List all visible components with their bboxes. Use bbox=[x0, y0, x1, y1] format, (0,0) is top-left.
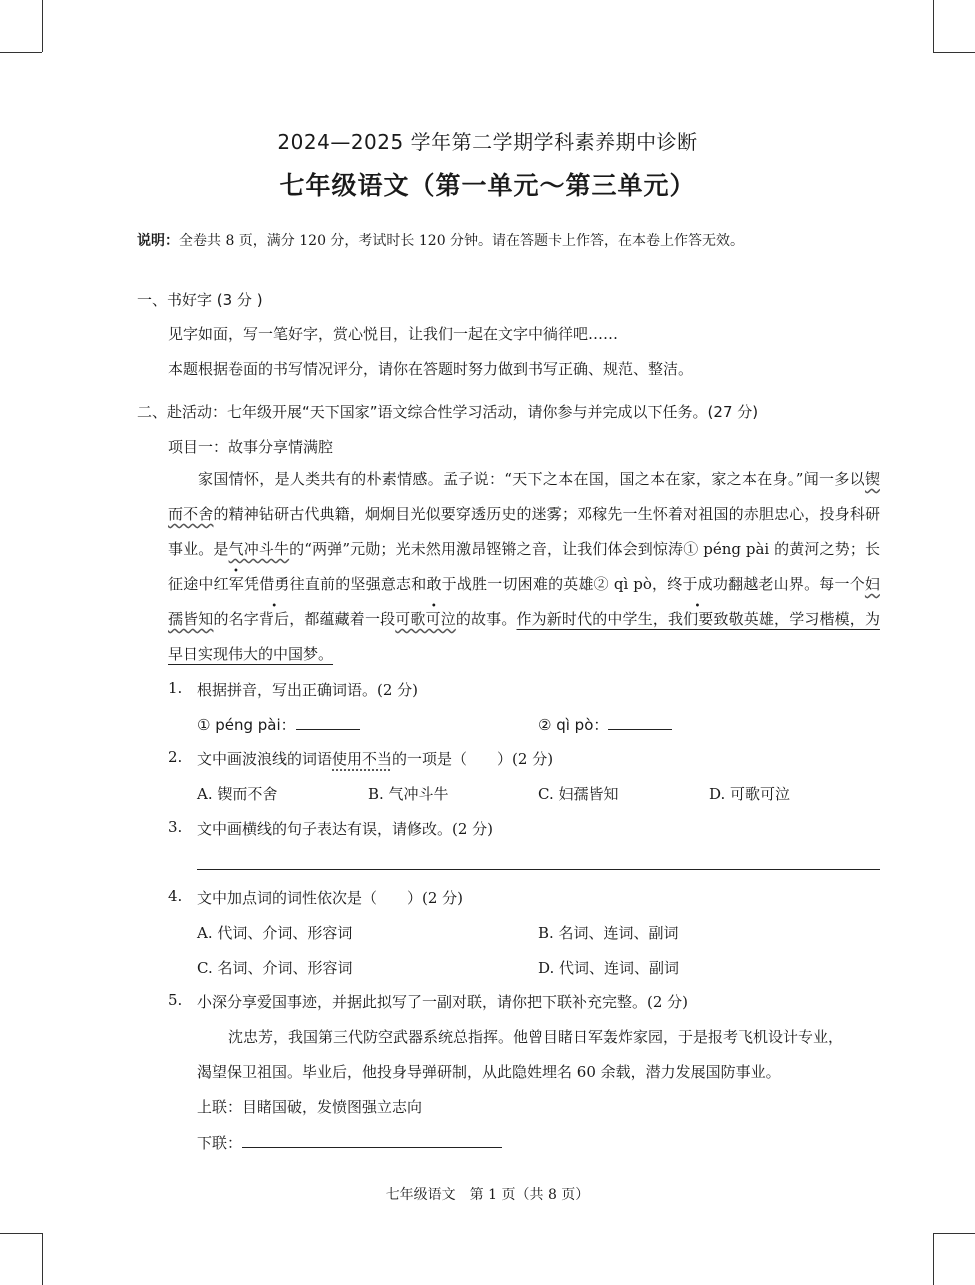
passage-text: 勇往直前的坚强意志 bbox=[274, 575, 412, 593]
q5-lower-label: 下联： bbox=[197, 1134, 243, 1152]
wavy-word-4: 可歌可泣 bbox=[395, 610, 456, 628]
q2-option-c: C. 妇孺皆知 bbox=[538, 785, 619, 803]
underlined-sentence: 作为新时代的中学生，我们要致敬英雄，学习楷模，为早日实现伟大的中国梦。 bbox=[168, 610, 880, 663]
passage-text: 的精神钻研古代典籍，炯炯目光似要穿透历史的迷雾；邓稼先一生怀着对祖国的赤胆忠心，投身科研事业。 bbox=[168, 505, 880, 558]
q4-option-b: B. 名词、连词、副词 bbox=[538, 924, 679, 942]
crop-mark-br-h bbox=[933, 1233, 975, 1234]
crop-mark-tl-h bbox=[0, 52, 42, 53]
exam-subtitle: 七年级语文（第一单元～第三单元） bbox=[279, 171, 696, 200]
q2-number: 2. bbox=[168, 748, 183, 766]
q3-number: 3. bbox=[168, 818, 183, 836]
passage-text: 成功翻越老山界。每一个 bbox=[697, 575, 865, 593]
q4-option-a: A. 代词、介词、形容词 bbox=[197, 924, 353, 942]
dotted-word-2: 凭借 bbox=[244, 575, 275, 593]
section2-heading: 二、赴活动：七年级开展“天下国家”语文综合性学习活动，请你参与并完成以下任务。(27 分) bbox=[137, 403, 759, 421]
q2-text-pre: 文中画波浪线的词语 bbox=[197, 750, 333, 768]
q1-b-label: ② qì pò： bbox=[538, 716, 609, 734]
section1-line2: 本题根据卷面的书写情况评分，请你在答题时努力做到书写正确、规范、整洁。 bbox=[168, 360, 694, 378]
q2-dotted-phrase: 使用不当 bbox=[332, 750, 393, 768]
q3-answer-line[interactable] bbox=[197, 869, 880, 870]
section1-line1: 见字如面，写一笔好字，赏心悦目，让我们一起在文字中徜徉吧…… bbox=[168, 325, 619, 343]
dotted-word-3: 和 bbox=[411, 575, 427, 593]
crop-mark-tr-v bbox=[933, 0, 934, 52]
q2-text bbox=[197, 748, 553, 769]
crop-mark-tl-v bbox=[42, 0, 43, 52]
wavy-word-1: 锲而不舍 bbox=[168, 470, 880, 523]
q1-text: 根据拼音，写出正确词语。(2 分) bbox=[197, 681, 419, 699]
answer-blank[interactable] bbox=[242, 1131, 502, 1148]
q5-paragraph-line2: 渴望保卫祖国。毕业后，他投身导弹研制，从此隐姓埋名 60 余载，潜力发展国防事业。 bbox=[197, 1063, 781, 1081]
q4-text: 文中加点词的词性依次是（ ）(2 分) bbox=[197, 889, 464, 907]
q1-blank-b bbox=[538, 713, 672, 735]
q2-option-d: D. 可歌可泣 bbox=[709, 785, 791, 803]
passage-text: 家国情怀，是人类共有的朴素情感。孟子说：“天下之本在国，国之本在家，家之本在身。”闻一多以 bbox=[198, 470, 865, 488]
q3-text: 文中画横线的句子表达有误，请修改。(2 分) bbox=[197, 820, 494, 838]
crop-mark-bl-v bbox=[42, 1233, 43, 1285]
q2-option-b: B. 气冲斗牛 bbox=[368, 785, 449, 803]
q5-lower-couplet bbox=[197, 1131, 502, 1153]
q5-number: 5. bbox=[168, 991, 183, 1009]
q1-blank-a bbox=[197, 713, 360, 735]
q2-text-post: 的一项是（ ）(2 分) bbox=[392, 750, 554, 768]
q5-upper-couplet: 上联：目睹国破，发愤图强立志向 bbox=[197, 1098, 423, 1116]
dotted-word-1: 是 bbox=[213, 540, 229, 558]
instructions-text: 全卷共 8 页，满分 120 分，考试时长 120 分钟。请在答题卡上作答，在本卷上作答无效。 bbox=[179, 233, 745, 249]
crop-mark-br-v bbox=[933, 1233, 934, 1285]
q5-paragraph-line1: 沈忠芳，我国第三代防空武器系统总指挥。他曾目睹日军轰炸家园，于是报考飞机设计专业， bbox=[228, 1028, 844, 1046]
q1-number: 1. bbox=[168, 679, 183, 697]
project1-title: 项目一：故事分享情满腔 bbox=[168, 438, 334, 456]
q2-option-a: A. 锲而不舍 bbox=[197, 785, 278, 803]
dotted-word-4: 终于 bbox=[667, 575, 698, 593]
page-footer: 七年级语文 第 1 页（共 8 页） bbox=[385, 1187, 590, 1203]
passage-text: 的“两弹”元勋；光未然用激昂铿锵之音，让我们体会到惊涛① péng pài 的黄河之势；长征途中红军 bbox=[168, 540, 880, 593]
exam-title: 2024—2025 学年第二学期学科素养期中诊断 bbox=[277, 130, 698, 154]
passage-text: 敢于战胜一切困难的英雄② qì pò， bbox=[426, 575, 668, 593]
q4-option-d: D. 代词、连词、副词 bbox=[538, 959, 680, 977]
wavy-word-3: 妇孺皆知 bbox=[168, 575, 880, 628]
reading-passage bbox=[168, 462, 880, 672]
q1-a-label: ① péng pài： bbox=[197, 716, 296, 734]
q4-option-c: C. 名词、介词、形容词 bbox=[197, 959, 353, 977]
wavy-word-2: 气冲斗牛 bbox=[228, 540, 290, 558]
instructions-label: 说明： bbox=[137, 233, 179, 249]
q4-number: 4. bbox=[168, 887, 183, 905]
answer-blank[interactable] bbox=[608, 713, 672, 730]
instructions bbox=[137, 230, 744, 250]
passage-text: 的故事。 bbox=[455, 610, 517, 628]
passage-text: 的名字背后，都蕴藏着一段 bbox=[213, 610, 396, 628]
q5-text: 小深分享爱国事迹，并据此拟写了一副对联，请你把下联补充完整。(2 分) bbox=[197, 993, 689, 1011]
crop-mark-tr-h bbox=[933, 52, 975, 53]
crop-mark-bl-h bbox=[0, 1233, 42, 1234]
section1-heading: 一、书好字 (3 分 ) bbox=[137, 291, 263, 309]
answer-blank[interactable] bbox=[296, 713, 360, 730]
